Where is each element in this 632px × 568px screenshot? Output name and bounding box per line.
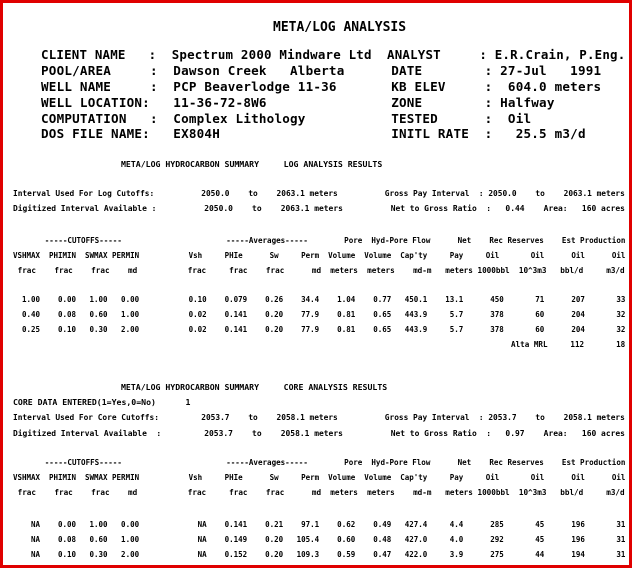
core-data-entered: CORE DATA ENTERED(1=Yes,0=No) 1 xyxy=(13,397,191,407)
log-table-header: VSHMAX PHIMIN SWMAX PERMIN Vsh PHIe Sw Perm Volume Volume Cap'ty Pay Oil Oil Oil Oil xyxy=(13,250,626,260)
report-title: META/LOG ANALYSIS xyxy=(273,20,407,35)
log-info-line: Digitized Interval Available : 2050.0 to 2063.1 meters Net to Gross Ratio : 0.44 Area: 160 acres xyxy=(13,203,625,213)
log-section-heading: META/LOG HYDROCARBON SUMMARY LOG ANALYSIS RESULTS xyxy=(121,159,383,169)
log-table-row: 0.25 0.10 0.30 2.00 0.02 0.141 0.20 77.9 0.81 0.65 443.9 5.7 378 60 204 32 xyxy=(13,324,626,334)
core-info-line: Digitized Interval Available : 2053.7 to 2058.1 meters Net to Gross Ratio : 0.97 Area: 160 acres xyxy=(13,428,625,438)
header-line-location: WELL LOCATION: 11-36-72-8W6 ZONE : Halfway xyxy=(41,95,555,110)
core-table-row: NA 0.00 1.00 0.00 NA 0.141 0.21 97.1 0.62 0.49 427.4 4.4 285 45 196 31 xyxy=(13,519,626,529)
core-table-row: NA 0.10 0.30 2.00 NA 0.152 0.20 109.3 0.59 0.47 422.0 3.9 275 44 194 31 xyxy=(13,549,626,559)
log-table-row: 0.40 0.08 0.60 1.00 0.02 0.141 0.20 77.9 0.81 0.65 443.9 5.7 378 60 204 32 xyxy=(13,309,626,319)
log-info-line: Interval Used For Log Cutoffs: 2050.0 to 2063.1 meters Gross Pay Interval : 2050.0 to 2063.1 meters xyxy=(13,188,625,198)
core-table-header: -----CUTOFFS----- -----Averages----- Pore Hyd-Pore Flow Net Rec Reserves Est Production xyxy=(13,457,626,467)
core-table-header: frac frac frac md frac frac frac md meters meters md-m meters 1000bbl 10^3m3 bbl/d m3/d xyxy=(13,487,625,497)
log-table-row: 1.00 0.00 1.00 0.00 0.10 0.079 0.26 34.4 1.04 0.77 450.1 13.1 450 71 207 33 xyxy=(13,294,626,304)
mrl-line: Alta MRL 112 18 xyxy=(511,339,626,349)
core-table-row: NA 0.08 0.60 1.00 NA 0.149 0.20 105.4 0.60 0.48 427.0 4.0 292 45 196 31 xyxy=(13,534,626,544)
core-info-line: Interval Used For Core Cutoffs: 2053.7 to 2058.1 meters Gross Pay Interval : 2053.7 to 2058.1 meters xyxy=(13,412,625,422)
log-table-header: frac frac frac md frac frac frac md meters meters md-m meters 1000bbl 10^3m3 bbl/d m3/d xyxy=(13,265,625,275)
header-line-dos-file: DOS FILE NAME: EX804H INITL RATE : 25.5 m3/d xyxy=(41,126,586,141)
header-line-client: CLIENT NAME : Spectrum 2000 Mindware Ltd ANALYST : E.R.Crain, P.Eng. xyxy=(41,47,626,62)
core-section-heading: META/LOG HYDROCARBON SUMMARY CORE ANALYSIS RESULTS xyxy=(121,382,388,392)
header-line-pool: POOL/AREA : Dawson Creek Alberta DATE : 27-Jul 1991 xyxy=(41,63,602,78)
header-line-computation: COMPUTATION : Complex Lithology TESTED : Oil xyxy=(41,111,532,126)
core-table-header: VSHMAX PHIMIN SWMAX PERMIN Vsh PHIe Sw Perm Volume Volume Cap'ty Pay Oil Oil Oil Oil xyxy=(13,472,626,482)
header-line-well-name: WELL NAME : PCP Beaverlodge 11-36 KB ELEV : 604.0 meters xyxy=(41,79,602,94)
log-table-header: -----CUTOFFS----- -----Averages----- Pore Hyd-Pore Flow Net Rec Reserves Est Production xyxy=(13,235,626,245)
